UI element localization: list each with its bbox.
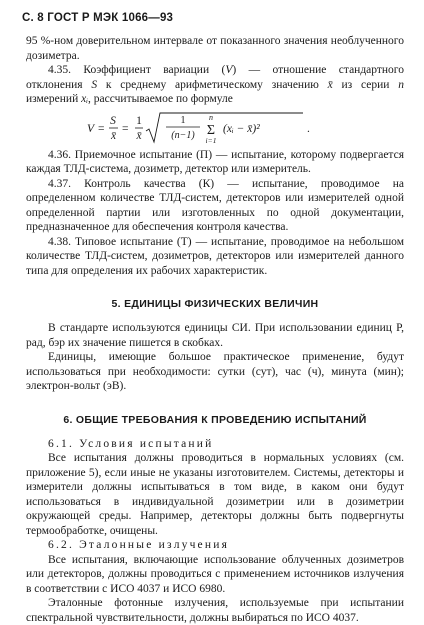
formula-inner-num: 1 — [180, 114, 186, 126]
paragraph-continuation: 95 %-ном доверительном интервале от показанного значения необлученного дозиметра. — [26, 35, 404, 62]
p435-text-d: из серии — [332, 78, 399, 91]
p435-text-c: к среднему арифметическому значению — [97, 78, 328, 91]
formula-inner-den: (n−1) — [171, 129, 195, 141]
paragraph-practical-units: Единицы, имеющие большое практическое применение, будут использоваться при необходимости: сутки (сут), час (ч), минута (мин); электрон-вольт (эВ). — [26, 351, 404, 392]
paragraph-4-38: 4.38. Типовое испытание (Т) — испытание, проводимое на небольшом количестве ТЛД-систем, дозиметров, детекторов или измерителей данного типа для определения их рабочих характеристик. — [26, 235, 404, 277]
section-6-heading: 6. ОБЩИЕ ТРЕБОВАНИЯ К ПРОВЕДЕНИЮ ИСПЫТАНИЙ — [63, 413, 367, 426]
formula-sum-bottom: i=1 — [205, 135, 217, 145]
paragraph-si-units: В стандарте используются единицы СИ. При использовании единиц Р, рад, бэр их значение пишется в скобках. — [26, 322, 404, 349]
formula-svg — [85, 111, 345, 145]
page-header: С. 8 ГОСТ Р МЭК 1066—93 — [22, 12, 174, 24]
subsection-6-1-heading: 6.1. Условия испытаний — [48, 437, 214, 450]
spacer — [26, 311, 404, 321]
formula-eq2: = — [122, 122, 129, 135]
variation-coefficient-formula — [26, 111, 404, 145]
subsection-6-2-heading: 6.2. Эталонные излучения — [48, 539, 230, 551]
paragraph-4-36: 4.36. Приемочное испытание (П) — испытание, которому подвергается каждая ТЛД-система, дозиметр, детектор или измеритель. — [26, 148, 404, 175]
p435-sym-v: V — [225, 64, 233, 76]
paragraph-4-37: 4.37. Контроль качества (К) — испытание, проводимое на определенном количестве ТЛД-систем, детекторов или измерителей одной определенной партии или изготовленных по одной документации, предназначенное для обеспечения контроля качества. — [26, 177, 404, 233]
spacer — [26, 427, 404, 437]
paragraph-4-35 — [26, 63, 404, 107]
section-5-heading: 5. ЕДИНИЦЫ ФИЗИЧЕСКИХ ВЕЛИЧИН — [111, 298, 319, 310]
p435-text-f: , рассчитываемое по формуле — [88, 93, 233, 105]
spacer — [26, 278, 404, 297]
paragraph-photon-radiation: Эталонные фотонные излучения, используемые при испытании спектральной чувствительности, должны выбираться по ИСО 4037. — [26, 597, 404, 624]
p435-text-a: 4.35. Коэффициент вариации ( — [48, 64, 226, 76]
formula-dot: . — [307, 122, 310, 135]
formula-frac2-den: x̄ — [136, 129, 142, 142]
formula-frac1-num: S — [110, 114, 116, 127]
p435-sym-s: S — [91, 78, 98, 91]
paragraph-reference-radiation: Все испытания, включающие использование облученных дозиметров или детекторов, должны проводиться с применением источников излучения в соответствии с ИСО 4037 и ИСО 6980. — [26, 553, 404, 595]
formula-sum-top: n — [209, 112, 213, 122]
p435-text-e: измерений — [26, 93, 82, 105]
p435-sym-xi: xᵢ — [81, 93, 89, 105]
p435-text-b: ) — отношение стандартного отклонения — [26, 64, 404, 91]
formula-eq1: = — [98, 122, 105, 135]
formula-term: (xᵢ − x̄)² — [223, 122, 260, 135]
p435-sym-n: n — [398, 78, 404, 91]
formula-sum-sign: Σ — [206, 122, 216, 138]
paragraph-test-conditions: Все испытания должны проводиться в нормальных условиях (см. приложение 5), если иные не указаны изготовителем. Системы, детекторы и измерители должны испытываться в том виде, в каком они будут использоваться в индивидуальной дозиметрии или в дозиметрии окружающей среды. Например, детекторы должны быть подвергнуты термообработке, очищены. — [26, 452, 404, 537]
p435-sym-x: x̄ — [327, 78, 333, 91]
formula-frac2-num: 1 — [136, 114, 142, 127]
spacer — [26, 394, 404, 413]
page-content — [26, 34, 404, 625]
formula-frac1-den: x̄ — [110, 129, 117, 142]
formula-lhs: V — [87, 122, 95, 135]
